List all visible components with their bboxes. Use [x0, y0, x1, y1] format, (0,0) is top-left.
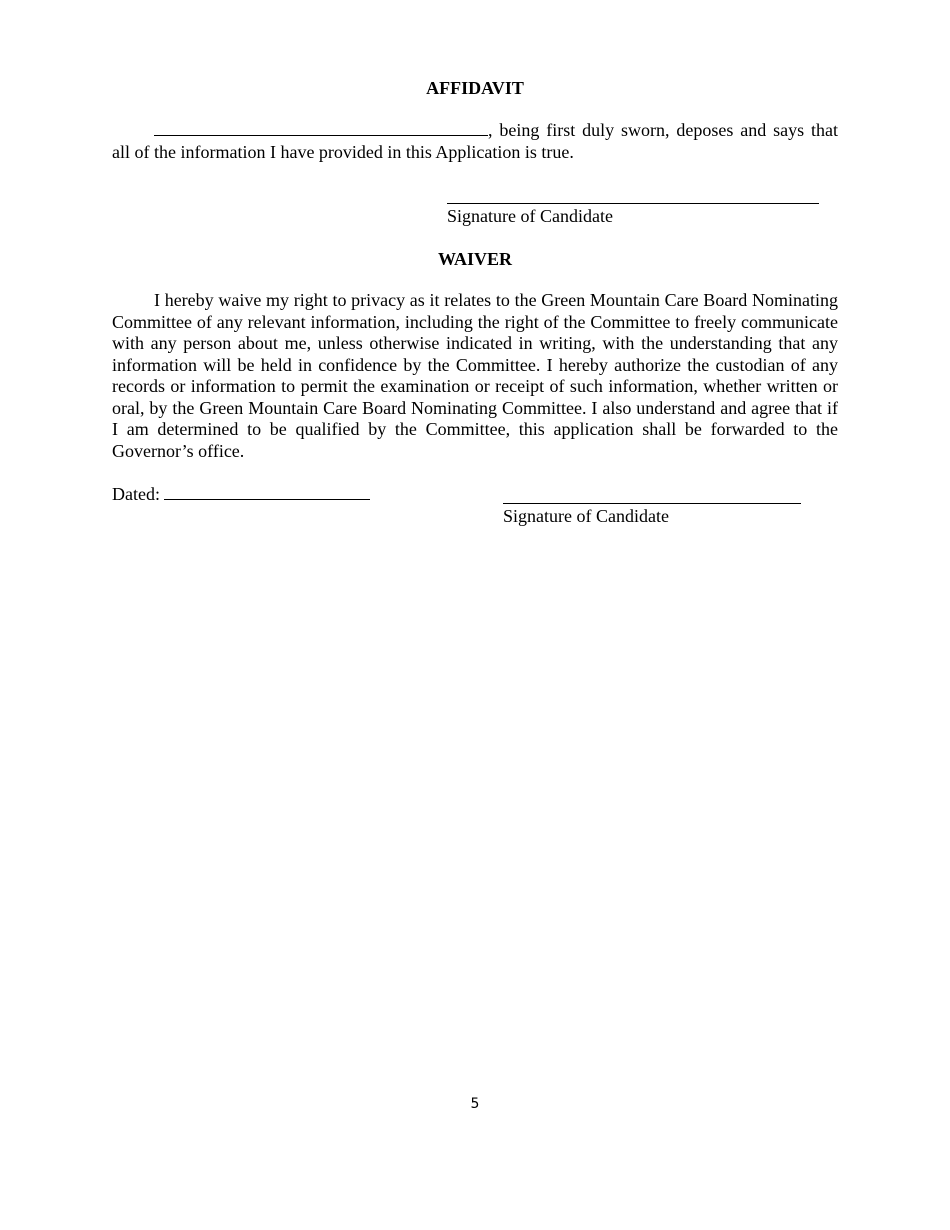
affidavit-signature-label: Signature of Candidate — [447, 206, 613, 226]
candidate-name-blank[interactable] — [154, 119, 488, 136]
page-number: 5 — [470, 1096, 480, 1112]
dated-label: Dated: — [112, 484, 160, 504]
waiver-title: WAIVER — [437, 249, 512, 269]
waiver-signature-line[interactable] — [503, 503, 801, 504]
date-blank[interactable] — [164, 483, 370, 500]
waiver-signature-label: Signature of Candidate — [503, 506, 669, 526]
affidavit-statement-text: , being first duly sworn, deposes and says that all of the information I have provided in this Application is true. — [112, 120, 838, 162]
affidavit-title: AFFIDAVIT — [426, 78, 524, 98]
dated-row — [112, 483, 370, 505]
affidavit-signature-line[interactable] — [447, 203, 819, 204]
waiver-body: I hereby waive my right to privacy as it relates to the Green Mountain Care Board Nominating Committee of any relevant information, including the right of the Committee to freely communicate with any person about me, unless otherwise indicated in writing, with the understanding that any information will be held in confidence by the Committee. I hereby authorize the custodian of any records or information to permit the examination or receipt of such information, whether written or oral, by the Green Mountain Care Board Nominating Committee. I also understand and agree that if I am determined to be qualified by the Committee, this application shall be forwarded to the Governor’s office. — [112, 290, 838, 461]
affidavit-statement — [112, 119, 838, 163]
